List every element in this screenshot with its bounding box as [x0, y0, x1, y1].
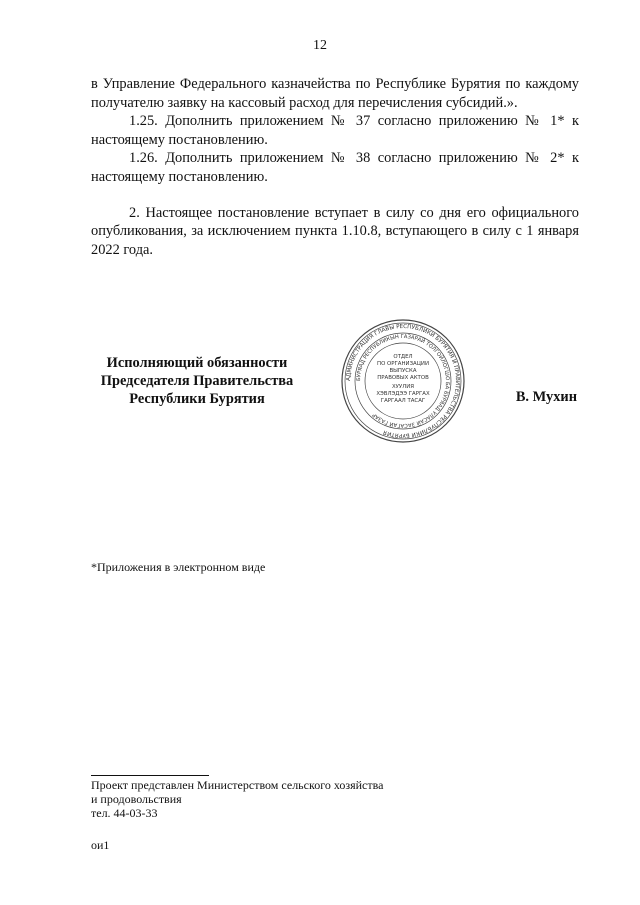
page-number: 12: [313, 38, 327, 53]
official-seal: [340, 318, 466, 444]
seal-center-line: ВЫПУСКА: [389, 368, 417, 374]
signatory-title-line: Республики Бурятия: [129, 391, 265, 407]
footer-code: ои1: [91, 838, 110, 852]
paragraph-continuation: в Управление Федерального казначейства по Республике Бурятия по каждому получателю заявку на кассовый расход для перечисления субсидий.».: [91, 76, 579, 111]
footer-line: и продовольствия: [91, 792, 182, 806]
seal-center-line: ПРАВОВЫХ АКТОВ: [377, 375, 429, 381]
seal-center-line: ГАРГААЛ ТАСАГ: [380, 398, 426, 404]
seal-center-line: ХУУЛИЯ: [391, 384, 415, 390]
footnote-attachments: *Приложения в электронном виде: [91, 560, 266, 574]
paragraph-2: 2. Настоящее постановление вступает в силу со дня его официального опубликования, за исключением пункта 1.10.8, вступающего в силу с 1 января 2022 года.: [91, 204, 579, 258]
document-body: [91, 75, 579, 259]
footer-info: [91, 778, 383, 820]
paragraph-1-26: 1.26. Дополнить приложением № 38 согласно приложению № 2* к настоящему постановлению.: [91, 150, 579, 185]
seal-outer-text: АДМИНИСТРАЦИЯ ГЛАВЫ РЕСПУБЛИКИ БУРЯТИЯ И ПРАВИТЕЛЬСТВА РЕСПУБЛИКИ БУРЯТИЯ: [345, 323, 461, 439]
footer-line: Проект представлен Министерством сельского хозяйства: [91, 778, 384, 792]
signatory-title-line: Председателя Правительства: [100, 373, 294, 389]
svg-text:БУРЯАД РЕСПУБЛИКЫН ГАЗАРАЙ ТОЛ: [356, 334, 450, 428]
footer-divider: [91, 775, 209, 776]
paragraph-1-25: 1.25. Дополнить приложением № 37 согласно приложению № 1* к настоящему постановлению.: [91, 113, 579, 148]
seal-center-line: ХЭВЛЭДЭЭ ГАРГАХ: [376, 391, 430, 397]
seal-inner-text: БУРЯАД РЕСПУБЛИКЫН ГАЗАРАЙ ТОЛГОЙЛОГШО БА БУРЯАД УЛАСАЙ ЗАСАГАЙ ГАЗАР: [355, 333, 451, 429]
signatory-title: [88, 354, 306, 408]
signatory-title-line: Исполняющий обязанности: [106, 355, 288, 371]
footer-line: тел. 44-03-33: [91, 806, 158, 820]
signatory-name: В. Мухин: [515, 389, 577, 405]
seal-center-line: ОТДЕЛ: [393, 354, 413, 360]
seal-center-line: ПО ОРГАНИЗАЦИИ: [377, 361, 429, 367]
